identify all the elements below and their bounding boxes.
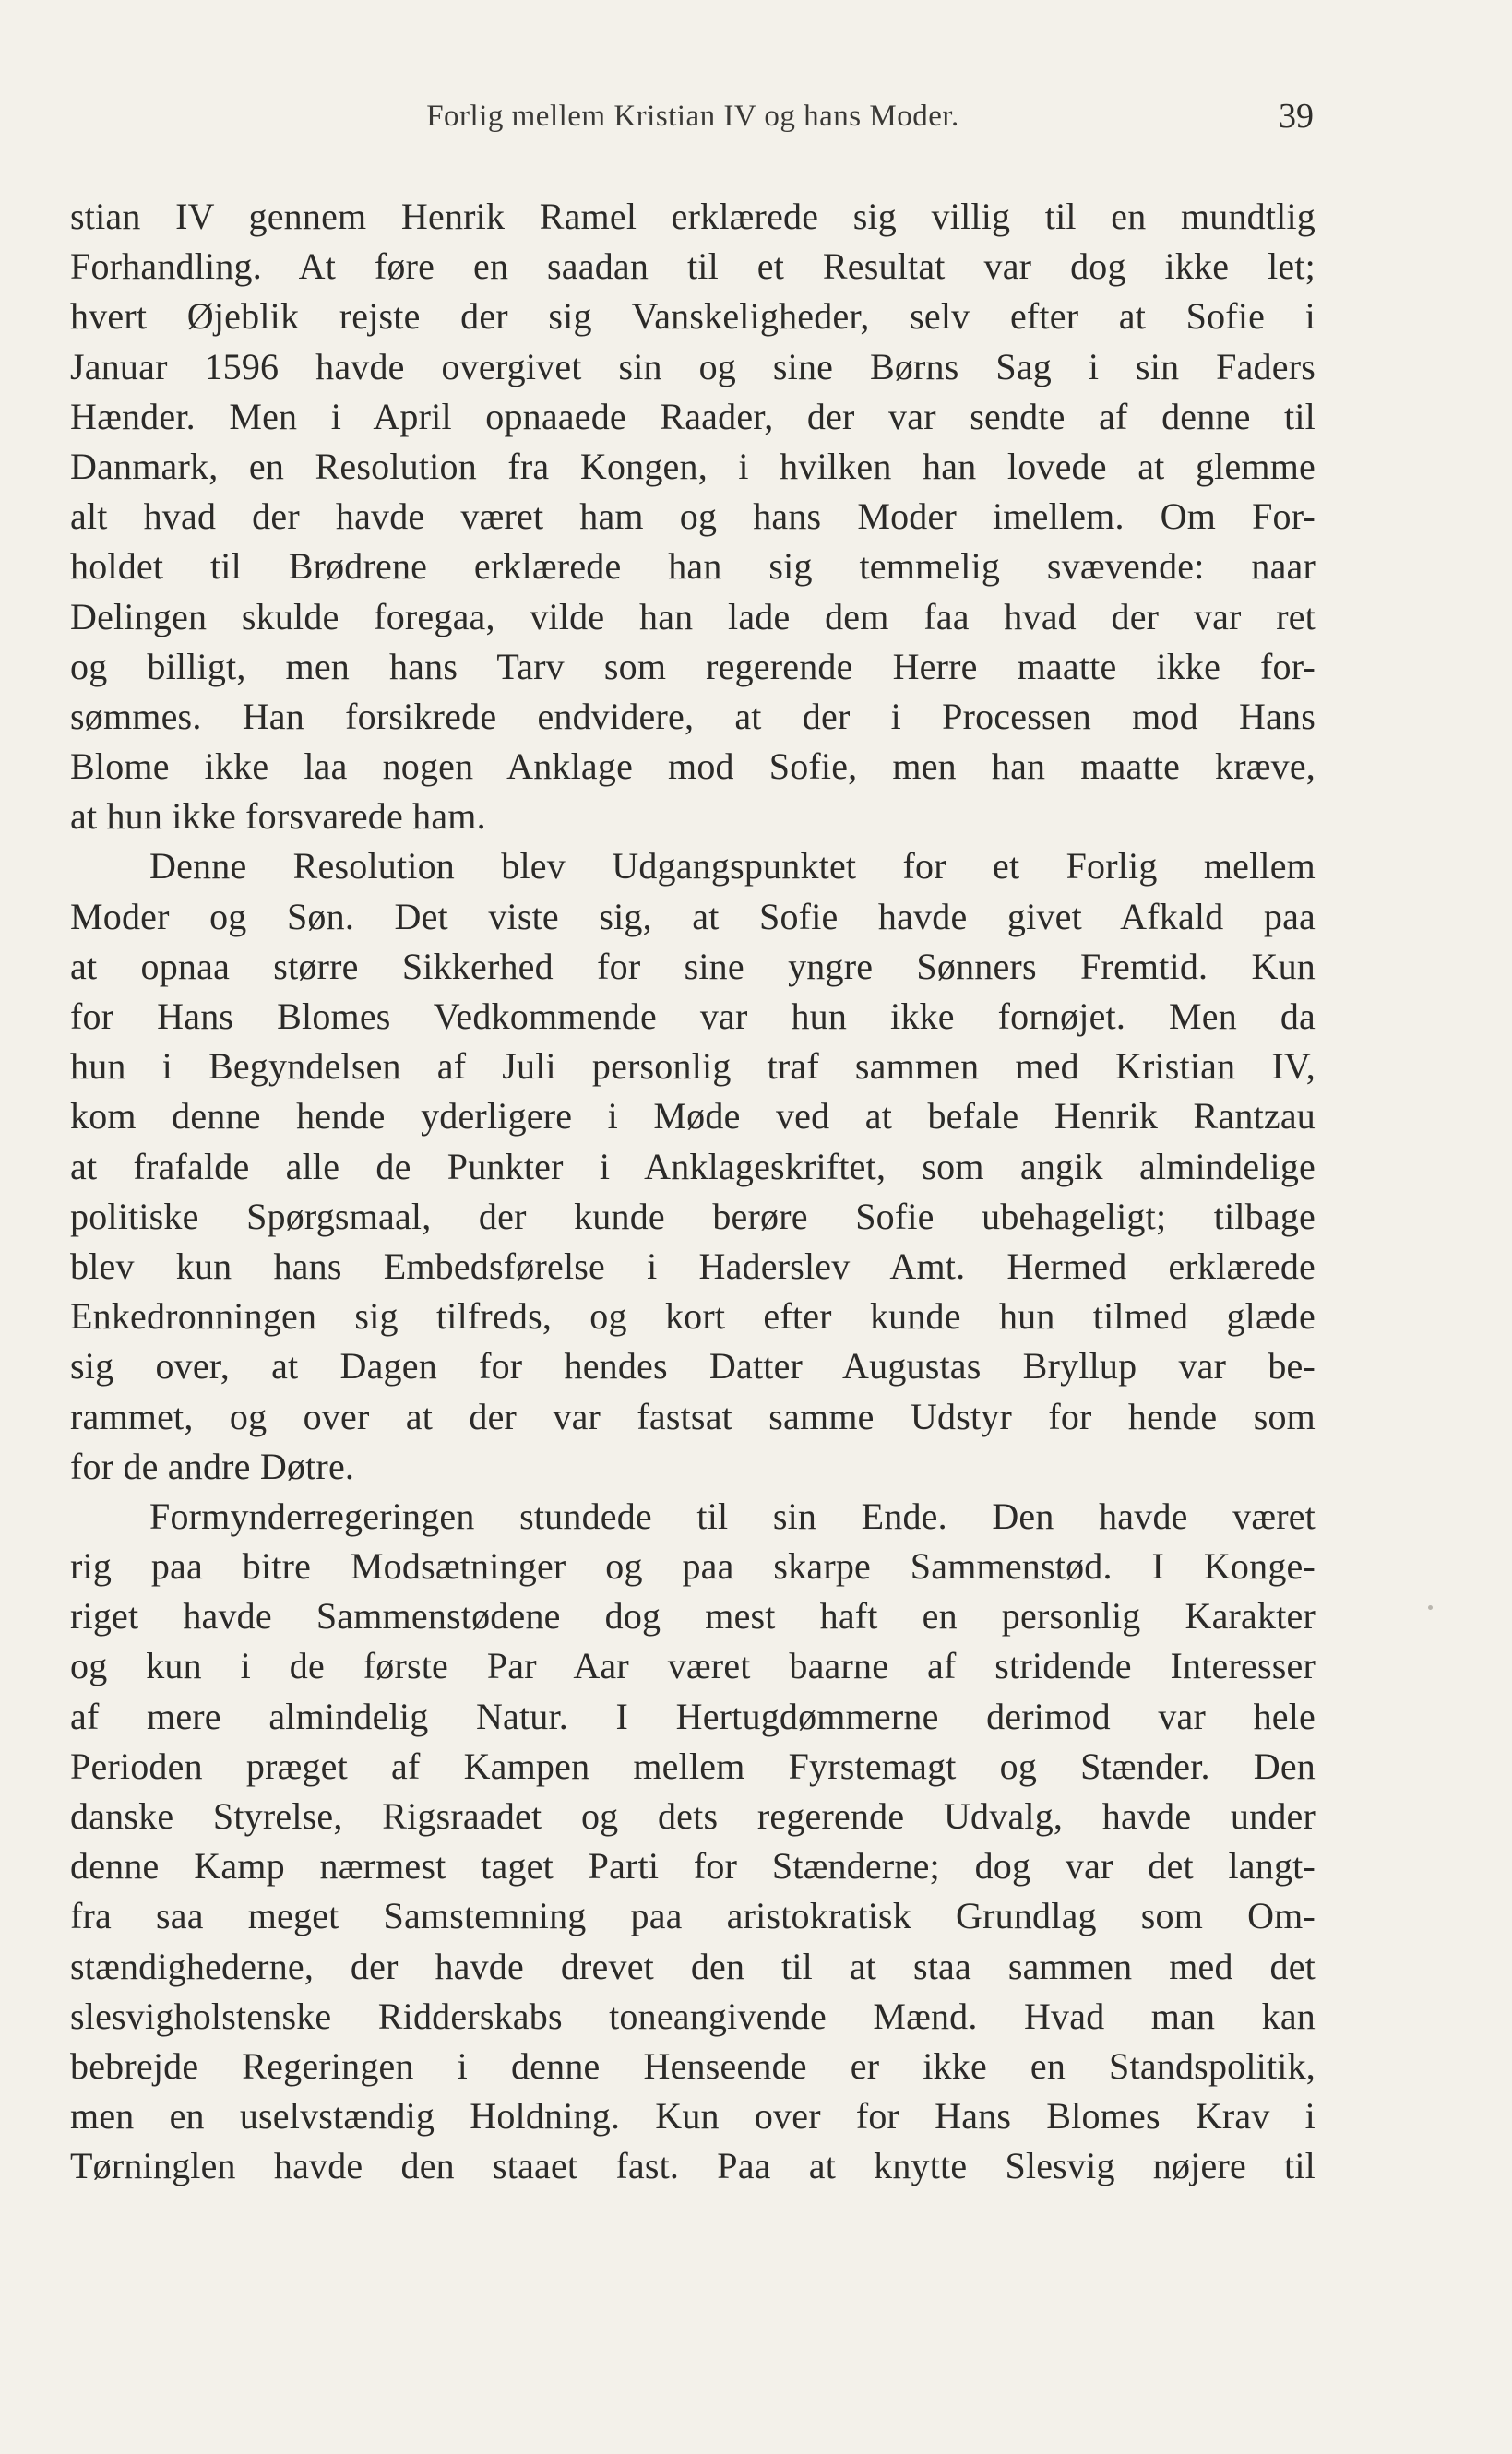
text-line: hun i Begyndelsen af Juli personlig traf sammen med Kristian IV, (70, 1045, 1316, 1088)
text-line: af mere almindelig Natur. I Hertugdømmerne derimod var hele (70, 1695, 1316, 1737)
text-line: for de andre Døtre. (70, 1445, 355, 1487)
page-number: 39 (1279, 97, 1314, 136)
text-line: rammet, og over at der var fastsat samme Udstyr for hende som (70, 1395, 1316, 1437)
text-line: bebrejde Regeringen i denne Henseende er ikke en Standspolitik, (70, 2044, 1316, 2087)
text-line: alt hvad der havde været ham og hans Moder imellem. Om For- (70, 495, 1316, 538)
running-head (72, 97, 1314, 155)
text-line: stændighederne, der havde drevet den til at staa sammen med det (70, 1945, 1316, 1987)
text-line: Formynderregeringen stundede til sin Ende. Den havde været (149, 1495, 1316, 1537)
text-line: Perioden præget af Kampen mellem Fyrstemagt og Stænder. Den (70, 1745, 1316, 1787)
text-line: at frafalde alle de Punkter i Anklageskriftet, som angik almindelige (70, 1145, 1316, 1187)
text-line: denne Kamp nærmest taget Parti for Stænderne; dog var det langt- (70, 1845, 1316, 1888)
running-title: Forlig mellem Kristian IV og hans Moder. (426, 100, 959, 133)
text-line: stian IV gennem Henrik Ramel erklærede sig villig til en mundtlig (70, 196, 1316, 237)
text-line: sig over, at Dagen for hendes Datter Augustas Bryllup var be- (70, 1345, 1316, 1388)
text-line: Hænder. Men i April opnaaede Raader, der var sendte af denne til (70, 395, 1316, 437)
text-line: danske Styrelse, Rigsraadet og dets regerende Udvalg, havde under (70, 1795, 1316, 1837)
text-line: men en uselvstændig Holdning. Kun over for Hans Blomes Krav i (70, 2095, 1316, 2138)
text-line: og billigt, men hans Tarv som regerende Herre maatte ikke for- (70, 645, 1316, 687)
text-line: for Hans Blomes Vedkommende var hun ikke fornøjet. Men da (70, 995, 1316, 1037)
text-line: Delingen skulde foregaa, vilde han lade dem faa hvad der var ret (70, 595, 1316, 637)
text-line: hvert Øjeblik rejste der sig Vanskeligheder, selv efter at Sofie i (70, 295, 1316, 338)
text-line: kom denne hende yderligere i Møde ved at befale Henrik Rantzau (70, 1095, 1316, 1138)
text-line: riget havde Sammenstødene dog mest haft en personlig Karakter (70, 1595, 1316, 1638)
text-line: politiske Spørgsmaal, der kunde berøre Sofie ubehageligt; tilbage (70, 1195, 1316, 1237)
body-text (70, 192, 1316, 2192)
text-line: holdet til Brødrene erklærede han sig temmelig svævende: naar (70, 545, 1316, 588)
text-line: Moder og Søn. Det viste sig, at Sofie havde givet Afkald paa (70, 895, 1316, 937)
text-line: at hun ikke forsvarede ham. (70, 795, 486, 838)
text-line: rig paa bitre Modsætninger og paa skarpe Sammenstød. I Konge- (70, 1545, 1316, 1588)
text-line: Forhandling. At føre en saadan til et Resultat var dog ikke let; (70, 245, 1316, 288)
text-line: at opnaa større Sikkerhed for sine yngre Sønners Fremtid. Kun (70, 945, 1316, 987)
paper-speck (1428, 1605, 1433, 1610)
text-line: og kun i de første Par Aar været baarne af stridende Interesser (70, 1645, 1316, 1687)
text-line: slesvigholstenske Ridderskabs toneangivende Mænd. Hvad man kan (70, 1995, 1316, 2037)
text-line: Tørninglen havde den staaet fast. Paa at knytte Slesvig nøjere til (70, 2145, 1316, 2187)
text-line: sømmes. Han forsikrede endvidere, at der i Processen mod Hans (70, 695, 1316, 737)
text-line: Denne Resolution blev Udgangspunktet for et Forlig mellem (149, 845, 1316, 887)
text-line: fra saa meget Samstemning paa aristokratisk Grundlag som Om- (70, 1895, 1316, 1937)
text-line: Danmark, en Resolution fra Kongen, i hvilken han lovede at glemme (70, 445, 1316, 487)
text-line: Enkedronningen sig tilfreds, og kort efter kunde hun tilmed glæde (70, 1295, 1316, 1338)
text-line: Januar 1596 havde overgivet sin og sine Børns Sag i sin Faders (70, 345, 1316, 387)
text-line: blev kun hans Embedsførelse i Haderslev Amt. Hermed erklærede (70, 1245, 1316, 1287)
text-line: Blome ikke laa nogen Anklage mod Sofie, men han maatte kræve, (70, 745, 1316, 788)
